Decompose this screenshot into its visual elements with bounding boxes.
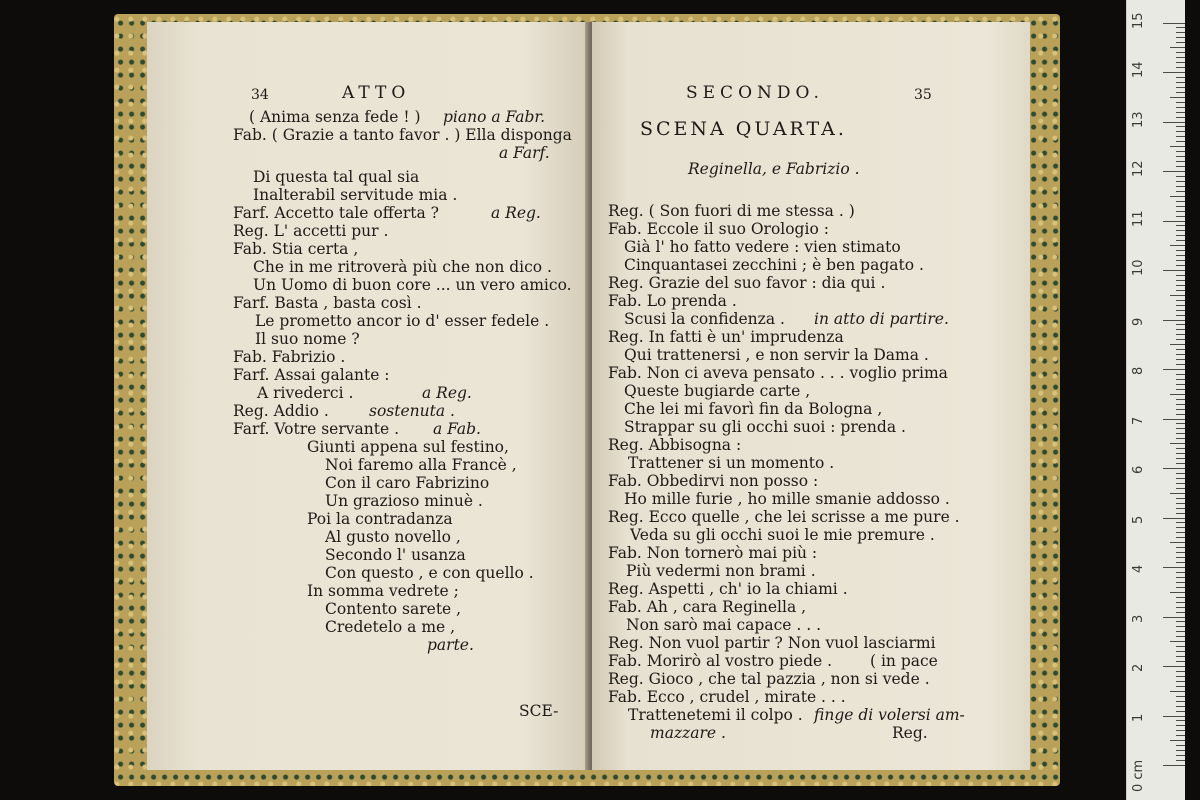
text-line: Con il caro Fabrizino <box>325 474 490 492</box>
text-line: Veda su gli occhi suoi le mie premure . <box>630 526 935 544</box>
ruler-tick <box>1176 656 1185 657</box>
ruler-tick <box>1163 320 1185 321</box>
ruler-tick <box>1176 117 1185 118</box>
ruler-tick <box>1170 542 1185 543</box>
ruler-tick <box>1176 265 1185 266</box>
text-line: Poi la contradanza <box>307 510 453 528</box>
ruler-tick <box>1176 478 1185 479</box>
ruler-tick <box>1176 621 1185 622</box>
stage-direction: a Reg. <box>422 384 472 402</box>
ruler-tick <box>1176 438 1185 439</box>
ruler-tick <box>1176 498 1185 499</box>
ruler-tick <box>1176 329 1185 330</box>
text-line: Farf. Assai galante : <box>233 366 390 384</box>
ruler-tick <box>1176 27 1185 28</box>
ruler-tick <box>1176 503 1185 504</box>
ruler-tick <box>1176 423 1185 424</box>
ruler-tick <box>1176 414 1185 415</box>
ruler-tick <box>1170 443 1185 444</box>
ruler-tick <box>1176 661 1185 662</box>
ruler-number: 4 <box>1131 564 1146 573</box>
text-line: Più vedermi non brami . <box>626 562 816 580</box>
text-line: Farf. Accetto tale offerta ? <box>233 204 439 222</box>
ruler-tick <box>1176 458 1185 459</box>
stage-direction: parte. <box>427 636 474 654</box>
ruler-tick <box>1176 631 1185 632</box>
text-line: Qui trattenersi , e non servir la Dama . <box>624 346 929 364</box>
ruler-tick <box>1176 230 1185 231</box>
ruler-tick <box>1176 354 1185 355</box>
ruler-tick <box>1176 300 1185 301</box>
ruler-tick <box>1176 587 1185 588</box>
ruler-tick <box>1176 389 1185 390</box>
ruler-tick <box>1176 290 1185 291</box>
ruler-tick <box>1176 711 1185 712</box>
ruler-number: 13 <box>1131 110 1146 128</box>
text-line: Giunti appena sul festino, <box>307 438 509 456</box>
ruler-tick <box>1176 102 1185 103</box>
ruler-tick <box>1176 62 1185 63</box>
ruler-tick <box>1176 676 1185 677</box>
ruler-number: 7 <box>1131 416 1146 425</box>
text-line: Non sarò mai capace . . . <box>626 616 821 634</box>
text-line: Fab. Eccole il suo Orologio : <box>608 220 829 238</box>
ruler-tick <box>1163 468 1185 469</box>
stage-direction: sostenuta . <box>369 402 455 420</box>
ruler-tick <box>1176 42 1185 43</box>
ruler-tick <box>1170 196 1185 197</box>
ruler-tick <box>1176 364 1185 365</box>
ruler-number: 2 <box>1131 663 1146 672</box>
ruler-tick <box>1176 706 1185 707</box>
ruler-tick <box>1170 740 1185 741</box>
ruler-tick <box>1176 404 1185 405</box>
ruler-tick <box>1176 285 1185 286</box>
ruler-tick <box>1176 334 1185 335</box>
ruler-tick <box>1176 181 1185 182</box>
stage-direction: a Reg. <box>491 204 541 222</box>
text-line: Fab. Morirò al vostro piede . <box>608 652 833 670</box>
text-line: Strappar su gli occhi suoi : prenda . <box>624 418 906 436</box>
catchword: SCE- <box>519 702 559 720</box>
ruler-tick <box>1170 295 1185 296</box>
text-line: Reg. Aspetti , ch' io la chiami . <box>608 580 848 598</box>
text-line: Fab. Non tornerò mai più : <box>608 544 818 562</box>
text-line: Queste bugiarde carte , <box>624 382 811 400</box>
ruler-tick <box>1176 87 1185 88</box>
text-line: Un Uomo di buon core ... un vero amico. <box>253 276 572 294</box>
ruler-tick <box>1176 324 1185 325</box>
stage-direction: mazzare . <box>650 724 726 742</box>
ruler-tick <box>1170 641 1185 642</box>
stage-direction: piano a Fabr. <box>443 108 546 126</box>
ruler-tick <box>1176 176 1185 177</box>
text-line: A rivederci . <box>257 384 354 402</box>
text-line: Farf. Votre servante . <box>233 420 400 438</box>
ruler-tick <box>1176 384 1185 385</box>
ruler-tick <box>1163 716 1185 717</box>
ruler-tick <box>1176 602 1185 603</box>
text-line: Le prometto ancor io d' esser fedele . <box>255 312 550 330</box>
text-line: ( in pace <box>870 652 938 670</box>
ruler-tick <box>1176 240 1185 241</box>
ruler-tick <box>1176 562 1185 563</box>
ruler-number: 14 <box>1131 61 1146 78</box>
ruler-tick <box>1176 428 1185 429</box>
ruler-tick <box>1163 567 1185 568</box>
ruler-tick <box>1170 691 1185 692</box>
ruler-tick <box>1176 527 1185 528</box>
text-line: Ho mille furie , ho mille smanie addosso . <box>624 490 950 508</box>
ruler-tick <box>1176 206 1185 207</box>
text-line: Fab. Fabrizio . <box>233 348 346 366</box>
ruler-tick <box>1176 186 1185 187</box>
ruler-tick <box>1176 275 1185 276</box>
stage-direction: finge di volersi am- <box>814 706 965 724</box>
ruler-tick <box>1176 374 1185 375</box>
text-line: Fab. ( Grazie a tanto favor . ) Ella disponga <box>233 126 572 144</box>
ruler-tick <box>1170 97 1185 98</box>
ruler-unit-label: 0 cm <box>1131 759 1146 792</box>
ruler-number: 11 <box>1131 209 1146 227</box>
ruler-tick <box>1176 310 1185 311</box>
stage-direction: a Fab. <box>433 420 481 438</box>
ruler-number: 1 <box>1131 713 1146 722</box>
ruler-tick <box>1176 463 1185 464</box>
ruler-tick <box>1176 686 1185 687</box>
page-number: 34 <box>251 87 269 103</box>
text-line: Reg. Gioco , che tal pazzia , non si vede . <box>608 670 930 688</box>
text-line: Credetelo a me , <box>325 618 456 636</box>
ruler-tick <box>1176 379 1185 380</box>
ruler-tick <box>1163 171 1185 172</box>
ruler-tick <box>1176 156 1185 157</box>
ruler-tick <box>1176 349 1185 350</box>
ruler-tick <box>1176 636 1185 637</box>
text-line: Un grazioso minuè . <box>325 492 483 510</box>
ruler-tick <box>1176 260 1185 261</box>
ruler-tick <box>1176 67 1185 68</box>
ruler-number: 10 <box>1131 259 1146 276</box>
ruler-tick <box>1176 453 1185 454</box>
ruler-tick <box>1176 547 1185 548</box>
ruler-tick <box>1176 409 1185 410</box>
ruler-tick <box>1170 146 1185 147</box>
ruler-tick <box>1176 166 1185 167</box>
ruler-tick <box>1176 77 1185 78</box>
ruler-tick <box>1176 131 1185 132</box>
ruler-tick <box>1176 92 1185 93</box>
left-page <box>147 22 590 770</box>
ruler-tick <box>1176 696 1185 697</box>
ruler-tick <box>1176 612 1185 613</box>
ruler-tick <box>1176 201 1185 202</box>
text-line: Di questa tal qual sia <box>253 168 420 186</box>
ruler-tick <box>1176 107 1185 108</box>
measurement-ruler <box>1126 0 1185 800</box>
ruler-tick <box>1163 221 1185 222</box>
scene-title: SCENA QUARTA. <box>640 118 847 140</box>
text-line: Farf. Basta , basta così . <box>233 294 422 312</box>
ruler-tick <box>1176 305 1185 306</box>
ruler-tick <box>1176 750 1185 751</box>
ruler-tick <box>1176 255 1185 256</box>
ruler-tick <box>1170 592 1185 593</box>
text-line: Reg. L' accetti pur . <box>233 222 389 240</box>
text-line: Che in me ritroverà più che non dico . <box>253 258 552 276</box>
ruler-tick <box>1176 760 1185 761</box>
ruler-tick <box>1176 32 1185 33</box>
text-line: Noi faremo alla Francè , <box>325 456 517 474</box>
ruler-number: 12 <box>1131 160 1146 177</box>
ruler-tick <box>1176 225 1185 226</box>
text-line: Il suo nome ? <box>255 330 360 348</box>
ruler-tick <box>1176 651 1185 652</box>
ruler-tick <box>1176 161 1185 162</box>
text-line: Contento sarete , <box>325 600 462 618</box>
ruler-tick <box>1176 681 1185 682</box>
ruler-tick <box>1163 765 1185 766</box>
ruler-tick <box>1176 552 1185 553</box>
stage-direction: in atto di partire. <box>814 310 949 328</box>
ruler-tick <box>1176 755 1185 756</box>
ruler-tick <box>1176 626 1185 627</box>
ruler-tick <box>1170 344 1185 345</box>
ruler-tick <box>1163 270 1185 271</box>
ruler-tick <box>1163 122 1185 123</box>
text-line: Reg. In fatti è un' imprudenza <box>608 328 844 346</box>
ruler-tick <box>1170 493 1185 494</box>
text-line: Trattenetemi il colpo . <box>628 706 803 724</box>
text-line: Con questo , e con quello . <box>325 564 534 582</box>
ruler-tick <box>1163 23 1185 24</box>
ruler-tick <box>1163 617 1185 618</box>
ruler-tick <box>1176 126 1185 127</box>
text-line: In somma vedrete ; <box>307 582 459 600</box>
ruler-number: 5 <box>1131 515 1146 524</box>
text-line: Inalterabil servitude mia . <box>253 186 458 204</box>
ruler-tick <box>1176 250 1185 251</box>
ruler-tick <box>1176 646 1185 647</box>
ruler-tick <box>1176 359 1185 360</box>
ruler-tick <box>1176 473 1185 474</box>
text-line: Reg. Grazie del suo favor : dia qui . <box>608 274 886 292</box>
ruler-tick <box>1176 735 1185 736</box>
ruler-tick <box>1176 52 1185 53</box>
ruler-tick <box>1176 607 1185 608</box>
ruler-tick <box>1176 235 1185 236</box>
ruler-tick <box>1163 518 1185 519</box>
text-line: Trattener si un momento . <box>628 454 835 472</box>
ruler-number: 8 <box>1131 366 1146 375</box>
ruler-tick <box>1163 369 1185 370</box>
text-line: Al gusto novello , <box>325 528 461 546</box>
ruler-tick <box>1163 419 1185 420</box>
ruler-tick <box>1176 315 1185 316</box>
ruler-tick <box>1176 582 1185 583</box>
text-line: Che lei mi favorì fin da Bologna , <box>624 400 883 418</box>
ruler-tick <box>1176 522 1185 523</box>
ruler-tick <box>1176 112 1185 113</box>
ruler-tick <box>1176 399 1185 400</box>
text-line: Fab. Obbedirvi non posso : <box>608 472 819 490</box>
text-line: Fab. Ah , cara Reginella , <box>608 598 807 616</box>
text-line: Reg. ( Son fuori di me stessa . ) <box>608 202 855 220</box>
ruler-tick <box>1176 37 1185 38</box>
ruler-tick <box>1176 488 1185 489</box>
ruler-tick <box>1176 82 1185 83</box>
character-list: Reginella, e Fabrizio . <box>688 160 860 178</box>
text-line: Reg. Non vuol partir ? Non vuol lasciarmi <box>608 634 936 652</box>
ruler-tick <box>1176 191 1185 192</box>
page-number: 35 <box>914 87 932 103</box>
text-line: Fab. Ecco , crudel , mirate . . . <box>608 688 846 706</box>
ruler-tick <box>1163 666 1185 667</box>
ruler-tick <box>1176 532 1185 533</box>
text-line: Reg. Ecco quelle , che lei scrisse a me pure . <box>608 508 960 526</box>
catchword: Reg. <box>892 724 928 742</box>
ruler-tick <box>1176 730 1185 731</box>
ruler-tick <box>1176 597 1185 598</box>
right-page <box>592 22 1030 770</box>
ruler-tick <box>1176 671 1185 672</box>
ruler-tick <box>1176 151 1185 152</box>
ruler-tick <box>1176 701 1185 702</box>
text-line: Già l' ho fatto vedere : vien stimato <box>624 238 901 256</box>
text-line: Fab. Stia certa , <box>233 240 359 258</box>
ruler-tick <box>1176 211 1185 212</box>
ruler-tick <box>1176 141 1185 142</box>
ruler-tick <box>1163 72 1185 73</box>
ruler-number: 9 <box>1131 317 1146 326</box>
ruler-tick <box>1170 245 1185 246</box>
ruler-tick <box>1176 725 1185 726</box>
ruler-tick <box>1170 47 1185 48</box>
ruler-tick <box>1176 339 1185 340</box>
ruler-tick <box>1176 136 1185 137</box>
text-line: Reg. Addio . <box>233 402 329 420</box>
text-line: Scusi la confidenza . <box>624 310 785 328</box>
ruler-tick <box>1176 513 1185 514</box>
text-line: Reg. Abbisogna : <box>608 436 742 454</box>
ruler-number: 6 <box>1131 465 1146 474</box>
ruler-tick <box>1176 57 1185 58</box>
ruler-tick <box>1176 433 1185 434</box>
ruler-number: 15 <box>1131 11 1146 29</box>
text-line: ( Anima senza fede ! ) <box>249 108 421 126</box>
text-line: Cinquantasei zecchini ; è ben pagato . <box>624 256 924 274</box>
ruler-number: 3 <box>1131 614 1146 623</box>
stage-direction: a Farf. <box>499 144 550 162</box>
ruler-tick <box>1176 216 1185 217</box>
ruler-tick <box>1176 508 1185 509</box>
ruler-tick <box>1176 572 1185 573</box>
ruler-tick <box>1170 394 1185 395</box>
ruler-tick <box>1176 448 1185 449</box>
ruler-tick <box>1176 280 1185 281</box>
text-line: Fab. Lo prenda . <box>608 292 737 310</box>
ruler-tick <box>1176 537 1185 538</box>
ruler-tick <box>1176 720 1185 721</box>
text-line: Fab. Non ci aveva pensato . . . voglio prima <box>608 364 948 382</box>
running-header: SECONDO. <box>686 83 824 103</box>
ruler-tick <box>1176 577 1185 578</box>
text-line: Secondo l' usanza <box>325 546 466 564</box>
running-header: ATTO <box>342 83 411 103</box>
ruler-tick <box>1176 557 1185 558</box>
ruler-tick <box>1176 483 1185 484</box>
ruler-tick <box>1176 745 1185 746</box>
